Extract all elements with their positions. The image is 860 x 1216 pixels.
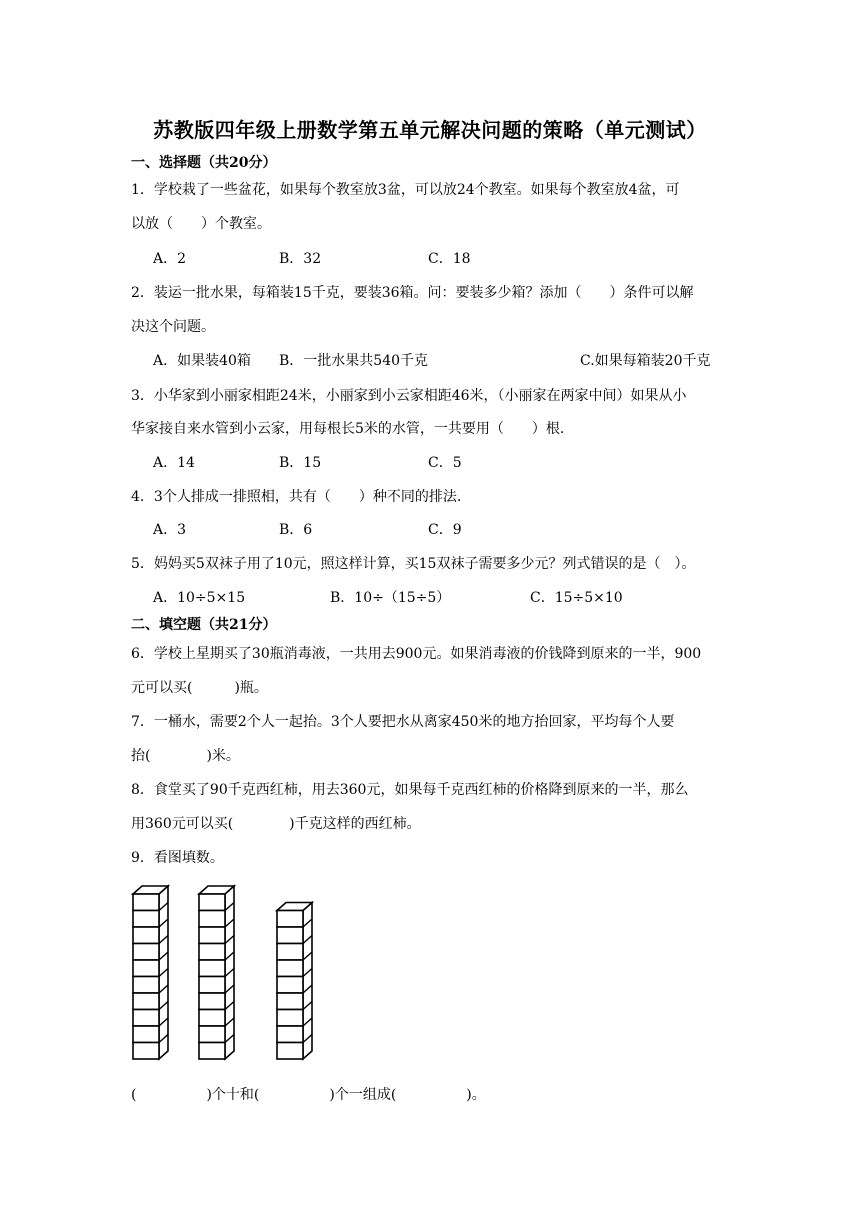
question-5-option-c: C．15÷5×10 <box>530 590 623 606</box>
question-3-option-b: B．15 <box>279 455 322 471</box>
unit-cube <box>277 977 303 994</box>
question-2-line-1: 2．装运一批水果，每箱装15千克，要装36箱。问：要装多少箱？添加（ ）条件可以解 <box>131 285 694 301</box>
question-7-line-1: 7．一桶水，需要2个人一起抬。3个人要把水从离家450米的地方抬回家，平均每个人要 <box>131 714 675 730</box>
question-5-line-1: 5．妈妈买5双袜子用了10元，照这样计算，买15双袜子需要多少元？列式错误的是（ ）。 <box>131 556 696 572</box>
question-4-option-c: C．9 <box>428 522 462 538</box>
place-value-cube-figure <box>125 878 365 1068</box>
question-4-line-1: 4．3个人排成一排照相，共有（ ）种不同的排法. <box>131 489 462 505</box>
question-2-option-b: B．一批水果共540千克 <box>279 353 429 369</box>
question-6-line-2: 元可以买( )瓶。 <box>131 680 268 696</box>
question-3-option-a: A．14 <box>153 455 195 471</box>
question-7-line-2: 抬( )米。 <box>131 748 240 764</box>
question-5-option-a: A．10÷5×15 <box>153 590 246 606</box>
unit-cube <box>199 977 225 994</box>
unit-cube <box>277 944 303 961</box>
cube-stack-1 <box>133 886 168 1059</box>
question-3-line-1: 3．小华家到小丽家相距24米，小丽家到小云家相距46米，（小丽家在两家中间）如果从小 <box>131 388 687 404</box>
question-2-option-c: C.如果每箱装20千克 <box>580 353 711 369</box>
unit-cube <box>277 911 303 928</box>
question-2-option-a: A．如果装40箱 <box>153 353 251 369</box>
unit-cube <box>199 960 225 977</box>
question-8-line-2: 用360元可以买( )千克这样的西红柿。 <box>131 816 421 832</box>
unit-cube <box>199 944 225 961</box>
unit-cube <box>133 894 159 911</box>
question-3-option-c: C．5 <box>428 455 462 471</box>
question-4-option-a: A．3 <box>153 522 187 538</box>
unit-cube <box>133 1010 159 1027</box>
unit-cube <box>277 1026 303 1043</box>
question-2-line-2: 决这个问题。 <box>131 319 215 335</box>
unit-cube <box>199 911 225 928</box>
question-6-line-1: 6．学校上星期买了30瓶消毒液，一共用去900元。如果消毒液的价钱降到原来的一半，900 <box>131 646 702 662</box>
unit-cube <box>133 977 159 994</box>
unit-cube <box>199 1026 225 1043</box>
unit-cube <box>277 927 303 944</box>
unit-cube <box>199 1010 225 1027</box>
unit-cube <box>133 927 159 944</box>
question-1-option-a: A．2 <box>153 251 187 267</box>
question-5-option-b: B．10÷（15÷5） <box>330 590 451 606</box>
unit-cube <box>277 1043 303 1060</box>
unit-cube <box>199 894 225 911</box>
page-title: 苏教版四年级上册数学第五单元解决问题的策略（单元测试） <box>153 118 707 142</box>
unit-cube <box>199 1043 225 1060</box>
unit-cube <box>133 911 159 928</box>
unit-cube <box>277 960 303 977</box>
unit-cube <box>199 927 225 944</box>
question-1-option-b: B．32 <box>279 251 322 267</box>
section-choice-heading: 一、选择题（共20分） <box>131 155 277 171</box>
cube-stack-2 <box>199 886 234 1059</box>
unit-cube <box>133 944 159 961</box>
question-1-line-2: 以放（ ）个教室。 <box>131 216 271 232</box>
section-fill-heading: 二、填空题（共21分） <box>131 617 277 633</box>
cube-stack-3 <box>277 903 312 1060</box>
question-1-line-1: 1．学校栽了一些盆花，如果每个教室放3盆，可以放24个教室。如果每个教室放4盆，可 <box>131 182 680 198</box>
question-8-line-1: 8．食堂买了90千克西红柿，用去360元，如果每千克西红柿的价格降到原来的一半，那么 <box>131 782 689 798</box>
unit-cube <box>277 1010 303 1027</box>
unit-cube <box>133 960 159 977</box>
unit-cube <box>133 1026 159 1043</box>
unit-cube <box>133 993 159 1010</box>
question-9-line-1: 9．看图填数。 <box>131 850 224 866</box>
unit-cube <box>133 1043 159 1060</box>
question-9-answer-line: ( )个十和( )个一组成( )。 <box>131 1087 486 1103</box>
question-4-option-b: B．6 <box>279 522 313 538</box>
question-3-line-2: 华家接自来水管到小云家，用每根长5米的水管，一共要用（ ）根. <box>131 421 565 437</box>
unit-cube <box>277 993 303 1010</box>
question-1-option-c: C．18 <box>428 251 471 267</box>
unit-cube <box>199 993 225 1010</box>
